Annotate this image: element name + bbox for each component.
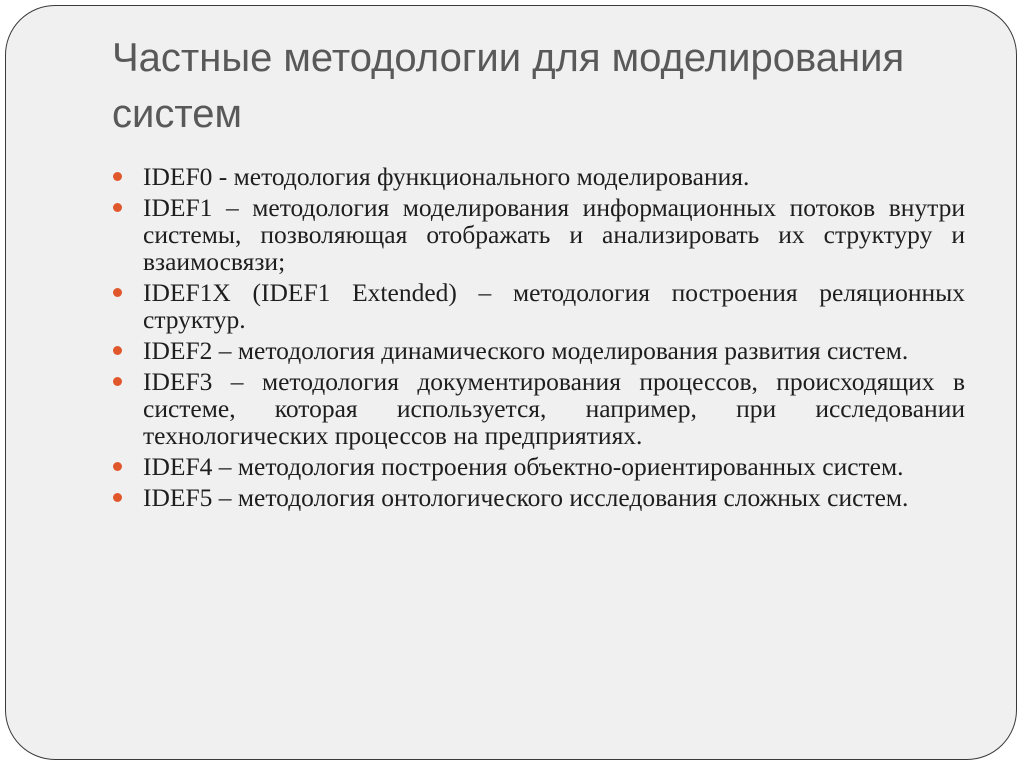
list-item xyxy=(143,484,965,511)
list-item xyxy=(143,368,965,449)
bullet-dot-icon xyxy=(113,462,122,471)
bullet-dot-icon xyxy=(113,172,122,181)
bullet-text: IDEF0 - методология функционального моделирования. xyxy=(143,162,750,191)
list-item xyxy=(143,194,965,275)
bullet-dot-icon xyxy=(113,346,122,355)
bullet-dot-icon xyxy=(113,288,122,297)
list-item xyxy=(143,337,965,364)
list-item xyxy=(143,453,965,480)
bullet-text: IDEF1 – методология моделирования информационных потоков внутри системы, позволяющая отображать и анализировать их структуру и взаимосвязи; xyxy=(143,193,965,276)
bullet-dot-icon xyxy=(113,493,122,502)
bullet-text: IDEF4 – методология построения объектно-ориентированных систем. xyxy=(143,452,904,481)
slide-title: Частные методологии для моделирования систем xyxy=(112,36,905,136)
bullet-text: IDEF3 – методология документирования процессов, происходящих в системе, которая используется, например, при исследовании технологических процессов на предприятиях. xyxy=(143,367,965,450)
bullet-text: IDEF1X (IDEF1 Extended) – методология построения реляционных структур. xyxy=(143,278,965,334)
list-item xyxy=(143,163,965,190)
bullet-list xyxy=(143,163,965,515)
list-item xyxy=(143,279,965,333)
bullet-dot-icon xyxy=(113,203,122,212)
bullet-text: IDEF2 – методология динамического моделирования развития систем. xyxy=(143,336,909,365)
bullet-text: IDEF5 – методология онтологического исследования сложных систем. xyxy=(143,483,909,512)
bullet-dot-icon xyxy=(113,377,122,386)
